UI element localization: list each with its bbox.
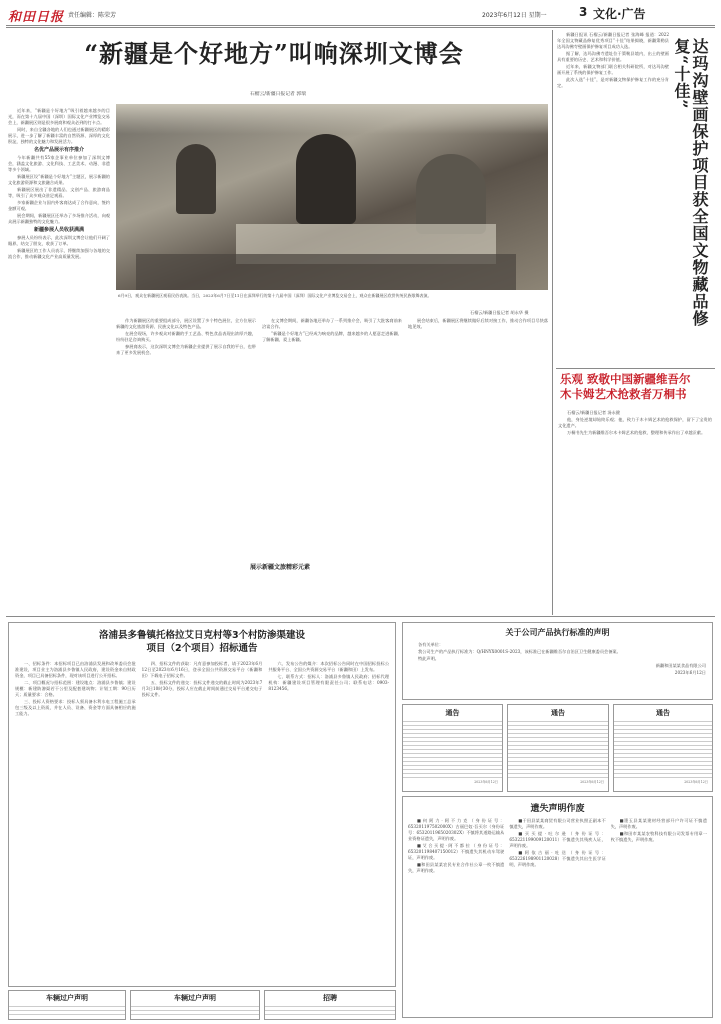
lost-notice-column	[408, 818, 504, 1014]
body-paragraph: 万桐书先生为新疆维吾尔木卡姆艺术的抢救、整理和传承作出了卓越贡献。	[567, 430, 706, 435]
body-paragraph: “新疆是个好地方”已经成为响亮的品牌，越来越多的人愿意走进新疆、了解新疆、爱上新疆。	[262, 331, 402, 342]
body-paragraph: 此次入选“十佳”，是对新疆文物保护修复工作的充分肯定。	[557, 77, 669, 88]
body-paragraph: 新疆日报讯 石榴云/新疆日报记者 张海峰 报道：2022年全国文物藏品修复优秀项目“十佳”结果揭晓，新疆策勒县达玛沟佛寺壁画保护修复项目成功入选。	[557, 32, 669, 49]
lost-item: ■墨玉县某某建材经营部开户许可证不慎遗失，声明作废。	[610, 818, 707, 829]
lost-notice-column	[509, 818, 605, 1014]
lost-notice-box	[402, 796, 713, 1018]
bottom-ad-title: 车辆过户声明	[174, 994, 216, 1002]
notice-signature: 新疆和田某某食品有限公司	[655, 663, 706, 668]
bottom-ad-body	[131, 1003, 259, 1017]
notice-box	[613, 704, 713, 792]
photo-credit: 石榴云/新疆日报记者 胡永华 摄	[470, 310, 529, 315]
tender-column-2	[142, 661, 263, 971]
tender-title-line2: 项目（2个项目）招标通告	[146, 643, 258, 654]
notice-date: 2023年6月12日	[474, 780, 498, 784]
tender-notice-box	[8, 622, 396, 987]
bottom-ad-body	[9, 1003, 125, 1017]
section-heading: 名优产品展示有序推介	[33, 147, 84, 153]
body-paragraph: 他，身处逆境却始终乐观；他，致力于木卡姆艺术的抢救保护，留下了宝贵的文化遗产。	[558, 417, 712, 428]
header-rule-thin	[6, 27, 715, 28]
lost-item: ■买买提·吐尔逊（身份证号：653221199009120011）不慎遗失其残疾人证，声明作废。	[509, 831, 606, 848]
standard-notice-box	[402, 622, 713, 700]
right-rule	[556, 368, 715, 369]
bottom-ad-box	[264, 990, 396, 1020]
body-paragraph: 展会结束后，新疆展区将继续做好后续对接工作，推动合作项目尽快落地见效。	[408, 318, 548, 329]
notice-date: 2023年6月12日	[684, 780, 708, 784]
notice-box	[507, 704, 609, 792]
section-heading-footer: 展示新疆文旅精彩元素	[249, 564, 310, 571]
body-paragraph: 新疆展区的工作人员表示，将继续加强与各地的交流合作，推动新疆文化产业高质量发展。	[8, 248, 110, 259]
notice-body	[614, 718, 712, 780]
section-heading: 新疆参展人员收获满满	[33, 227, 84, 233]
column-divider	[552, 30, 553, 615]
body-paragraph: 多家新疆企业与国内外客商达成了合作意向，签约金额可观。	[8, 200, 110, 211]
photo-caption: 6月9日，观众在新疆展区观看民俗表演。当日，2023年6月7日至11日在深圳举行的第十九届中国（深圳）国际文化产业博览交易会上，观众在新疆展区欣赏传统民族歌舞表演。	[118, 293, 432, 298]
body-paragraph: 新疆展区设“新疆是个好地方”主题区，展示新疆的文化旅游资源和文旅融合成果。	[8, 174, 110, 185]
notice-title: 通告	[551, 709, 565, 717]
page-number: 3	[579, 5, 588, 19]
lost-item: ■于田县某某商贸有限公司营业执照正副本不慎遗失，声明作废。	[509, 818, 606, 829]
bottom-ad-title: 车辆过户声明	[46, 994, 88, 1002]
body-paragraph: 据了解，达玛沟佛寺遗址位于策勒县境内，出土的壁画具有重要的历史、艺术和科学价值。	[557, 51, 669, 62]
standard-notice-title: 关于公司产品执行标准的声明	[505, 628, 610, 637]
body-paragraph: 展会期间，新疆展区还举办了多场推介活动，向观众展示新疆独特的文化魅力。	[8, 213, 110, 224]
body-paragraph: 近年来，新疆文物部门联合相关科研院所，对达玛沟壁画开展了系统的保护修复工作。	[557, 64, 669, 75]
bottom-ad-box	[8, 990, 126, 1020]
main-article-mid2-column	[262, 318, 402, 510]
main-article-mid-column	[116, 318, 256, 510]
ad-section-rule	[6, 616, 715, 617]
body-paragraph: 参展商表示，这次深圳文博会为新疆企业提供了展示自我的平台，也带来了更多发展机会。	[116, 344, 256, 355]
issue-date: 2023年6月12日 星期一	[482, 12, 547, 19]
main-article-right-column	[408, 318, 548, 510]
notice-box	[402, 704, 503, 792]
tender-paragraph: 四、招标文件的获取：凡有意参加投标者，请于2023年6月12日至2023年6月16日，登录全国公共资源交易平台（新疆和田）下载电子招标文件。	[141, 661, 263, 678]
bottom-ad-body	[265, 1003, 395, 1017]
tender-title-line1: 洛浦县多鲁镇托格拉艾日克村等3个村防渗渠建设	[98, 630, 306, 641]
lead-paragraph: 近年来，“新疆是个好地方”吸引着越来越多的目光，而在第十九届中国（深圳）国际文化产业博览交易会上，新疆展区则是很多展商和观众必到的打卡点。	[8, 108, 110, 125]
notice-title: 通告	[656, 709, 670, 717]
lost-item: ■阿依古丽·吐送（身份证号：653226198901120028）不慎遗失其出生医学证明，声明作废。	[509, 850, 606, 867]
lost-notice-column	[611, 818, 707, 1014]
lost-item: ■何阿力·阿不力克（身份证号：653201197502000X）古丽巴奴·吾买尔（身份证号：6532011965020302X）不慎将其道路运输从业资格证遗失，声明作废。	[408, 818, 505, 841]
standard-notice-body	[403, 638, 712, 696]
right-article-body	[557, 32, 669, 332]
tender-paragraph: 六、发布公告的媒介：本次招标公告同时在中国招标投标公共服务平台、全国公共资源交易平台（新疆和田）上发布。	[268, 661, 390, 672]
lost-item: ■和田市某某农牧科技有限公司发票专用章一枚不慎遗失，声明作废。	[610, 831, 707, 842]
tender-paragraph: 五、投标文件的递交：投标文件递交的截止时间为2023年7月3日10时30分，投标人应在截止时间前通过交易平台递交电子投标文件。	[141, 680, 263, 697]
second-headline-line2: 木卡姆艺术抢救者万桐书	[560, 387, 687, 401]
body-paragraph: 新疆展区展出了非遗精品、文创产品、旅游商品等，吸引了众多观众驻足观看。	[8, 187, 110, 198]
main-headline: “新疆是个好地方”叫响深圳文博会	[84, 39, 464, 68]
tender-column-1	[15, 661, 136, 971]
main-photo	[116, 104, 548, 290]
header-rule	[6, 25, 715, 26]
masthead-logo: 和田日报	[8, 10, 65, 25]
notice-body	[403, 718, 502, 780]
lost-item: ■艾合买提·阿不都拉（身份证号：653201198407150012）不慎遗失其机动车驾驶证，声明作废。	[408, 843, 505, 860]
main-article-left-column	[8, 108, 110, 588]
lead-paragraph: 同时，来自全疆各地的人们也通过新疆展区的精彩展示，进一步了解了新疆丰富的自然资源、深厚的文化积淀，独特的文化魅力和发展活力。	[8, 127, 110, 144]
second-headline-line1: 乐观 致敬中国新疆维吾尔	[560, 372, 691, 386]
bottom-ad-box	[130, 990, 260, 1020]
notice-paragraph: 各有关单位：	[418, 642, 444, 647]
notice-paragraph: 特此声明。	[418, 656, 439, 661]
editor-credit: 责任编辑：陈荣芳	[68, 12, 117, 19]
body-paragraph: 在展会现场，许多观众对新疆的手工艺品、特色食品表现出浓厚兴趣，纷纷驻足咨询购买。	[116, 331, 256, 342]
tender-paragraph: 三、投标人资格要求：投标人须具备水利水电工程施工总承包三级及以上资质，并在人员、设备、资金等方面具备相应的施工能力。	[15, 699, 136, 716]
lost-item: ■和田县某某农民专业合作社公章一枚不慎遗失，声明作废。	[408, 862, 505, 873]
main-byline: 石榴云/新疆日报记者 郭瑞	[250, 92, 306, 97]
notice-title: 通告	[445, 709, 460, 717]
body-paragraph: 参展人员纷纷表示，此次深圳文博会让他们开阔了眼界，结交了朋友，收获了订单。	[8, 235, 110, 246]
bottom-ad-title: 招聘	[323, 994, 337, 1002]
body-paragraph: 在文博会期间，新疆各地还举办了一系列推介会，吸引了大批客商前来洽谈合作。	[262, 318, 402, 329]
notice-date: 2023年6月12日	[674, 670, 706, 675]
second-headline	[560, 372, 712, 402]
page-section-name: 文化·广告	[593, 7, 646, 21]
body-paragraph: 石榴云/新疆日报记者 汤永健	[567, 410, 620, 415]
tender-paragraph: 七、联系方式：招标人：洛浦县多鲁镇人民政府；招标代理机构：新疆建设项目管理有限责任公司；联系电话：0903-8123456。	[268, 674, 390, 691]
tender-paragraph: 一、招标条件：本招标项目已由洛浦县发展和改革委员会批准建设，项目业主为洛浦县多鲁镇人民政府，建设资金来自财政资金，项目已具备招标条件，现对该项目进行公开招标。	[15, 661, 136, 678]
vertical-headline: 达玛沟壁画保护项目获全国文物藏品修复“十佳”	[672, 38, 709, 327]
lost-notice-title: 遗失声明作废	[530, 804, 585, 814]
notice-date: 2023年6月12日	[580, 780, 604, 784]
tender-paragraph: 二、项目概况与招标范围：建设地点：洛浦县多鲁镇；建设规模：新建防渗渠若干公里及配套建筑物；计划工期：90日历天；质量要求：合格。	[15, 680, 136, 697]
notice-paragraph: 我公司生产的产品执行标准为：Q/HNYX0001S-2023，该标准已在新疆维吾尔自治区卫生健康委员会备案。	[418, 649, 621, 654]
second-article-body	[558, 410, 712, 522]
tender-column-3	[268, 661, 389, 971]
notice-body	[508, 718, 608, 780]
body-paragraph: 今年新疆共有55家企事业单位参加了深圳文博会，涵盖文化旅游、文化科技、工艺美术、动漫、非遗等多个领域。	[8, 155, 110, 172]
body-paragraph: 作为新疆展区的重要组成部分，展区设置了多个特色展位，全方位展示新疆的文化旅游资源、民族文化以及特色产品。	[116, 318, 256, 329]
